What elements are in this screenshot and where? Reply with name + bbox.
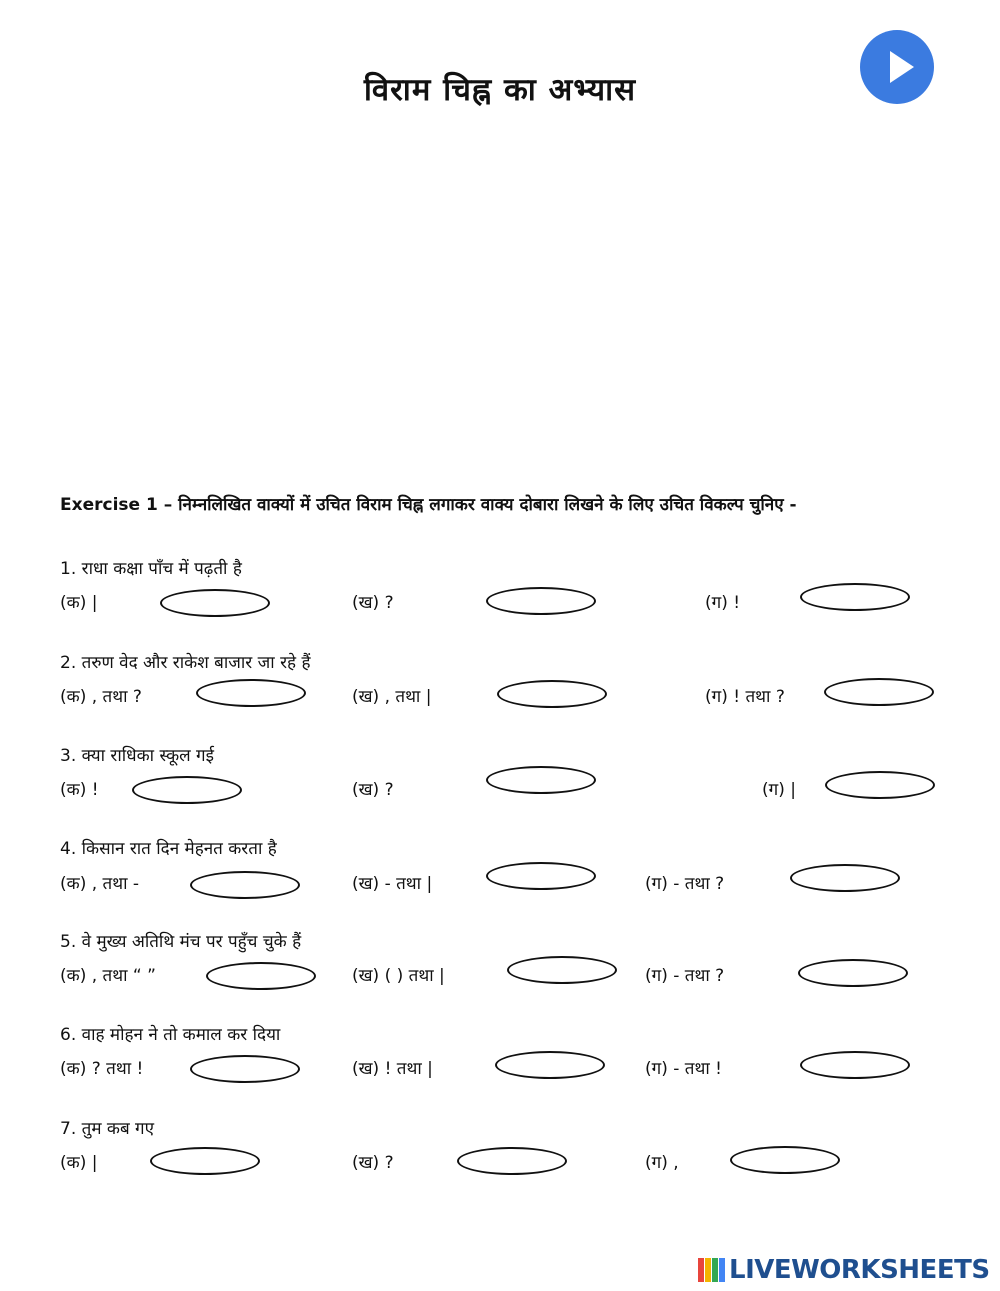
q5-option-kha-label: (ख) ( ) तथा | [352,966,445,986]
q4-option-ka-label: (क) , तथा - [60,874,140,894]
question-5-text: 5. वे मुख्य अतिथि मंच पर पहुँच चुके हैं [60,932,302,952]
q2-option-ka-answer-oval[interactable] [196,679,306,707]
q7-option-ka-label: (क) | [60,1153,98,1173]
q5-option-ga-label: (ग) - तथा ? [645,966,725,986]
logo-bar [705,1258,711,1282]
q6-option-ka-answer-oval[interactable] [190,1055,300,1083]
logo-bar [712,1258,718,1282]
q2-option-ga-label: (ग) ! तथा ? [705,687,785,707]
q1-option-kha-answer-oval[interactable] [486,587,596,615]
logo-bar [719,1258,725,1282]
question-6-text: 6. वाह मोहन ने तो कमाल कर दिया [60,1025,281,1045]
q6-option-ka-label: (क) ? तथा ! [60,1059,144,1079]
q4-option-ka-answer-oval[interactable] [190,871,300,899]
q3-option-ga-answer-oval[interactable] [825,771,935,799]
play-button[interactable] [860,30,934,104]
q6-option-kha-label: (ख) ! तथा | [352,1059,433,1079]
q6-option-ga-label: (ग) - तथा ! [645,1059,722,1079]
q3-option-ka-label: (क) ! [60,780,99,800]
q7-option-ga-label: (ग) , [645,1153,679,1173]
q7-option-ga-answer-oval[interactable] [730,1146,840,1174]
question-7-text: 7. तुम कब गए [60,1119,155,1139]
q7-option-kha-label: (ख) ? [352,1153,394,1173]
page-title: विराम चिह्न का अभ्यास [363,72,637,108]
q3-option-ga-label: (ग) | [762,780,796,800]
q4-option-ga-label: (ग) - तथा ? [645,874,725,894]
logo-bar [698,1258,704,1282]
q2-option-ga-answer-oval[interactable] [824,678,934,706]
logo-text: LIVEWORKSHEETS [729,1255,990,1285]
q7-option-kha-answer-oval[interactable] [457,1147,567,1175]
question-2-text: 2. तरुण वेद और राकेश बाजार जा रहे हैं [60,653,311,673]
liveworksheets-logo [698,1254,990,1286]
q4-option-ga-answer-oval[interactable] [790,864,900,892]
q5-option-ka-label: (क) , तथा “ ” [60,966,156,986]
exercise-instructions: Exercise 1 – निम्नलिखित वाक्यों में उचित विराम चिह्न लगाकर वाक्य दोबारा लिखने के लिए उचित विकल्प चुनिए - [60,495,797,515]
question-3-text: 3. क्या राधिका स्कूल गई [60,746,214,766]
q5-option-ka-answer-oval[interactable] [206,962,316,990]
q2-option-kha-answer-oval[interactable] [497,680,607,708]
q2-option-kha-label: (ख) , तथा | [352,687,432,707]
q4-option-kha-answer-oval[interactable] [486,862,596,890]
q5-option-ga-answer-oval[interactable] [798,959,908,987]
q1-option-ka-answer-oval[interactable] [160,589,270,617]
q3-option-ka-answer-oval[interactable] [132,776,242,804]
q1-option-ga-answer-oval[interactable] [800,583,910,611]
q2-option-ka-label: (क) , तथा ? [60,687,142,707]
q7-option-ka-answer-oval[interactable] [150,1147,260,1175]
q1-option-ka-label: (क) | [60,593,98,613]
q1-option-ga-label: (ग) ! [705,593,741,613]
q6-option-kha-answer-oval[interactable] [495,1051,605,1079]
logo-color-bars-icon [698,1258,725,1282]
q6-option-ga-answer-oval[interactable] [800,1051,910,1079]
q5-option-kha-answer-oval[interactable] [507,956,617,984]
q3-option-kha-label: (ख) ? [352,780,394,800]
q1-option-kha-label: (ख) ? [352,593,394,613]
q3-option-kha-answer-oval[interactable] [486,766,596,794]
question-1-text: 1. राधा कक्षा पाँच में पढ़ती है [60,559,242,579]
question-4-text: 4. किसान रात दिन मेहनत करता है [60,839,277,859]
q4-option-kha-label: (ख) - तथा | [352,874,433,894]
play-icon [890,51,914,83]
